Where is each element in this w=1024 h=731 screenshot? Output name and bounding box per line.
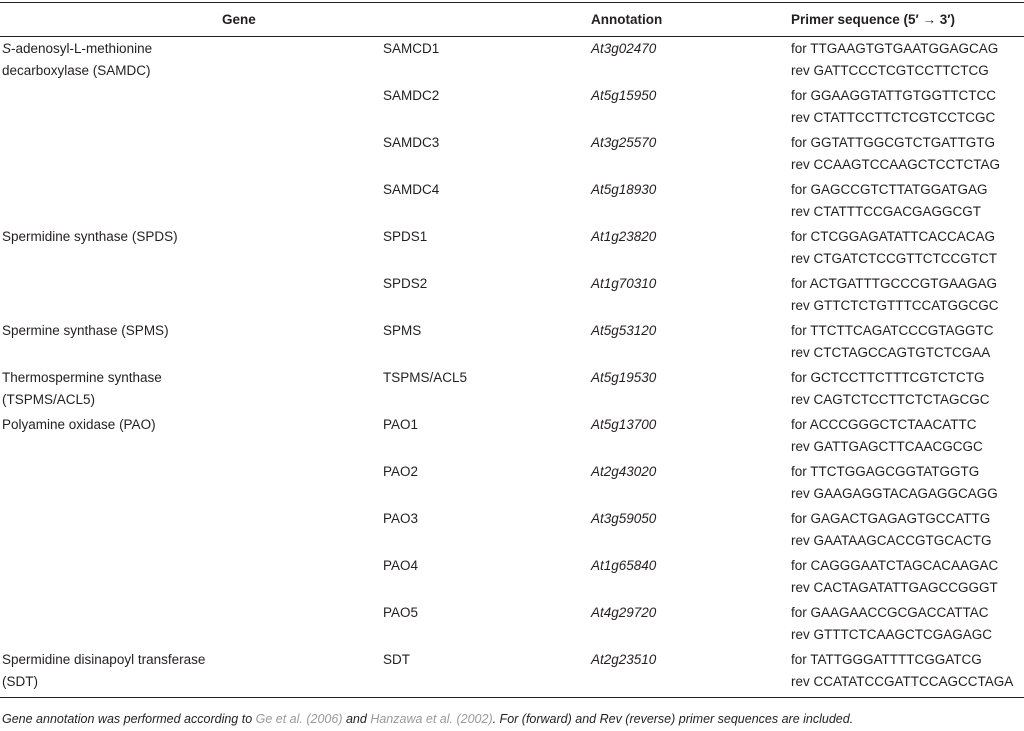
primer-forward: for TTGAAGTGTGAATGGAGCAG — [791, 41, 999, 56]
footnote-text-3: . For (forward) and Rev (reverse) primer sequences are included. — [492, 712, 854, 726]
gene-line-text: (SDT) — [2, 674, 38, 689]
table-row — [0, 461, 1024, 508]
primer-forward: for GAGACTGAGAGTGCCATTG — [791, 511, 991, 526]
gene-line — [2, 389, 162, 411]
cell-primer-sequence — [791, 226, 997, 270]
primer-reverse: rev CAGTCTCCTTCTCTAGCGC — [791, 392, 990, 407]
gene-line-text: Spermine synthase (SPMS) — [2, 323, 169, 338]
table-row — [0, 555, 1024, 602]
cell-gene-symbol: SAMDC4 — [383, 182, 440, 197]
primer-forward: for ACTGATTTGCCCGTGAAGAG — [791, 276, 998, 291]
table-row — [0, 414, 1024, 461]
primer-reverse: rev CTGATCTCCGTTCTCCGTCT — [791, 251, 997, 266]
table-top-rule — [0, 2, 1024, 3]
cell-gene-symbol: PAO2 — [383, 464, 419, 479]
cell-annotation: At3g02470 — [591, 41, 657, 56]
gene-line — [2, 320, 169, 342]
gene-line — [2, 60, 152, 82]
primer-reverse: rev GATTGAGCTTCAACGCGC — [791, 439, 983, 454]
primer-forward: for TATTGGGATTTTCGGATCG — [791, 652, 982, 667]
primer-forward: for GGTATTGGCGTCTGATTGTG — [791, 135, 995, 150]
cell-gene-symbol: PAO5 — [383, 605, 419, 620]
primer-reverse: rev CCATATCCGATTCCAGCCTAGA — [791, 674, 1014, 689]
cell-gene-symbol: SPDS1 — [383, 229, 428, 244]
cell-primer-sequence — [791, 649, 1013, 693]
cell-annotation: At5g19530 — [591, 370, 657, 385]
table-row — [0, 132, 1024, 179]
table-row — [0, 602, 1024, 649]
primer-forward: for ACCCGGGCTCTAACATTC — [791, 417, 977, 432]
primer-reverse: rev CTATTTCCGACGAGGCGT — [791, 204, 981, 219]
cell-annotation: At2g23510 — [591, 652, 657, 667]
cell-annotation: At5g18930 — [591, 182, 657, 197]
table-row — [0, 320, 1024, 367]
cell-primer-sequence — [791, 273, 998, 317]
primer-forward: for TTCTTCAGATCCCGTAGGTC — [791, 323, 994, 338]
gene-line — [2, 414, 156, 436]
gene-line-text: -adenosyl-L-methionine — [11, 41, 153, 56]
cell-annotation: At1g23820 — [591, 229, 657, 244]
primer-forward: for GAAGAACCGCGACCATTAC — [791, 605, 989, 620]
primer-forward: for GAGCCGTCTTATGGATGAG — [791, 182, 988, 197]
table-row — [0, 273, 1024, 320]
cell-primer-sequence — [791, 85, 996, 129]
gene-line — [2, 367, 162, 389]
header-annotation: Annotation — [591, 12, 663, 27]
cell-annotation: At5g53120 — [591, 323, 657, 338]
primer-reverse: rev GAAGAGGTACAGAGGCAGG — [791, 486, 998, 501]
cell-gene-symbol: TSPMS/ACL5 — [383, 370, 468, 385]
primer-forward: for CTCGGAGATATTCACCACAG — [791, 229, 996, 244]
cell-annotation: At5g13700 — [591, 417, 657, 432]
cell-gene-symbol: PAO3 — [383, 511, 419, 526]
gene-line — [2, 226, 178, 248]
table-bottom-rule — [0, 697, 1024, 698]
primer-reverse: rev CCAAGTCCAAGCTCCTCTAG — [791, 157, 1001, 172]
cell-primer-sequence — [791, 38, 998, 82]
cell-primer-sequence — [791, 367, 990, 411]
cell-gene — [2, 38, 152, 82]
primer-reverse: rev CACTAGATATTGAGCCGGGT — [791, 580, 998, 595]
table-body — [0, 38, 1024, 694]
table-row — [0, 649, 1024, 696]
primer-reverse: rev GTTCTCTGTTTCCATGGCGC — [791, 298, 999, 313]
cell-gene — [2, 226, 178, 248]
table-row — [0, 226, 1024, 273]
primer-forward: for TTCTGGAGCGGTATGGTG — [791, 464, 980, 479]
cell-gene-symbol: PAO4 — [383, 558, 419, 573]
primer-forward: for GGAAGGTATTGTGGTTCTCC — [791, 88, 996, 103]
primer-reverse: rev GTTTCTCAAGCTCGAGAGC — [791, 627, 993, 642]
cell-annotation: At1g70310 — [591, 276, 657, 291]
primer-reverse: rev GATTCCCTCGTCCTTCTCG — [791, 63, 989, 78]
cell-primer-sequence — [791, 461, 998, 505]
table-row — [0, 179, 1024, 226]
gene-line-text: Thermospermine synthase — [2, 370, 162, 385]
header-gene: Gene — [222, 12, 256, 27]
cell-gene-symbol: SAMDC3 — [383, 135, 440, 150]
cell-gene-symbol: SDT — [383, 652, 410, 667]
primer-forward: for GCTCCTTCTTTCGTCTCTG — [791, 370, 985, 385]
cell-primer-sequence — [791, 132, 1000, 176]
gene-line — [2, 671, 205, 693]
table-row — [0, 38, 1024, 85]
primer-reverse: rev CTATTCCTTCTCGTCCTCGC — [791, 110, 996, 125]
gene-line-text: Polyamine oxidase (PAO) — [2, 417, 156, 432]
cell-gene — [2, 414, 156, 436]
gene-line — [2, 649, 205, 671]
footnote-text-2: and — [342, 712, 371, 726]
cell-primer-sequence — [791, 320, 994, 364]
primer-reverse: rev CTCTAGCCAGTGTCTCGAA — [791, 345, 991, 360]
gene-italic-prefix: S — [2, 41, 12, 56]
cell-primer-sequence — [791, 508, 992, 552]
cell-annotation: At3g59050 — [591, 511, 657, 526]
cell-primer-sequence — [791, 179, 988, 223]
footnote-reference-ge-2006[interactable]: Ge et al. (2006) — [255, 712, 343, 726]
gene-line-text: Spermidine synthase (SPDS) — [2, 229, 178, 244]
gene-line — [2, 38, 152, 60]
cell-primer-sequence — [791, 414, 983, 458]
cell-annotation: At2g43020 — [591, 464, 657, 479]
gene-line-text: (TSPMS/ACL5) — [2, 392, 96, 407]
cell-annotation: At5g15950 — [591, 88, 657, 103]
primer-forward: for CAGGGAATCTAGCACAAGAC — [791, 558, 999, 573]
footnote-text-1: Gene annotation was performed according to — [2, 712, 256, 726]
cell-gene-symbol: SPMS — [383, 323, 422, 338]
table-row — [0, 508, 1024, 555]
cell-annotation: At1g65840 — [591, 558, 657, 573]
cell-gene-symbol: SAMCD1 — [383, 41, 440, 56]
gene-line-text: Spermidine disinapoyl transferase — [2, 652, 206, 667]
cell-gene-symbol: SAMDC2 — [383, 88, 440, 103]
table-header-rule — [0, 36, 1024, 37]
cell-annotation: At3g25570 — [591, 135, 657, 150]
cell-gene — [2, 320, 169, 342]
cell-gene-symbol: PAO1 — [383, 417, 419, 432]
table-row — [0, 367, 1024, 414]
table-row — [0, 85, 1024, 132]
header-primer-sequence: Primer sequence (5′ → 3′) — [791, 12, 956, 27]
table-footnote — [2, 711, 853, 727]
primer-reverse: rev GAATAAGCACCGTGCACTG — [791, 533, 992, 548]
cell-gene-symbol: SPDS2 — [383, 276, 428, 291]
gene-line-text: decarboxylase (SAMDC) — [2, 63, 151, 78]
cell-gene — [2, 649, 205, 693]
cell-annotation: At4g29720 — [591, 605, 657, 620]
cell-gene — [2, 367, 162, 411]
cell-primer-sequence — [791, 602, 992, 646]
cell-primer-sequence — [791, 555, 998, 599]
footnote-reference-hanzawa-2002[interactable]: Hanzawa et al. (2002) — [370, 712, 493, 726]
